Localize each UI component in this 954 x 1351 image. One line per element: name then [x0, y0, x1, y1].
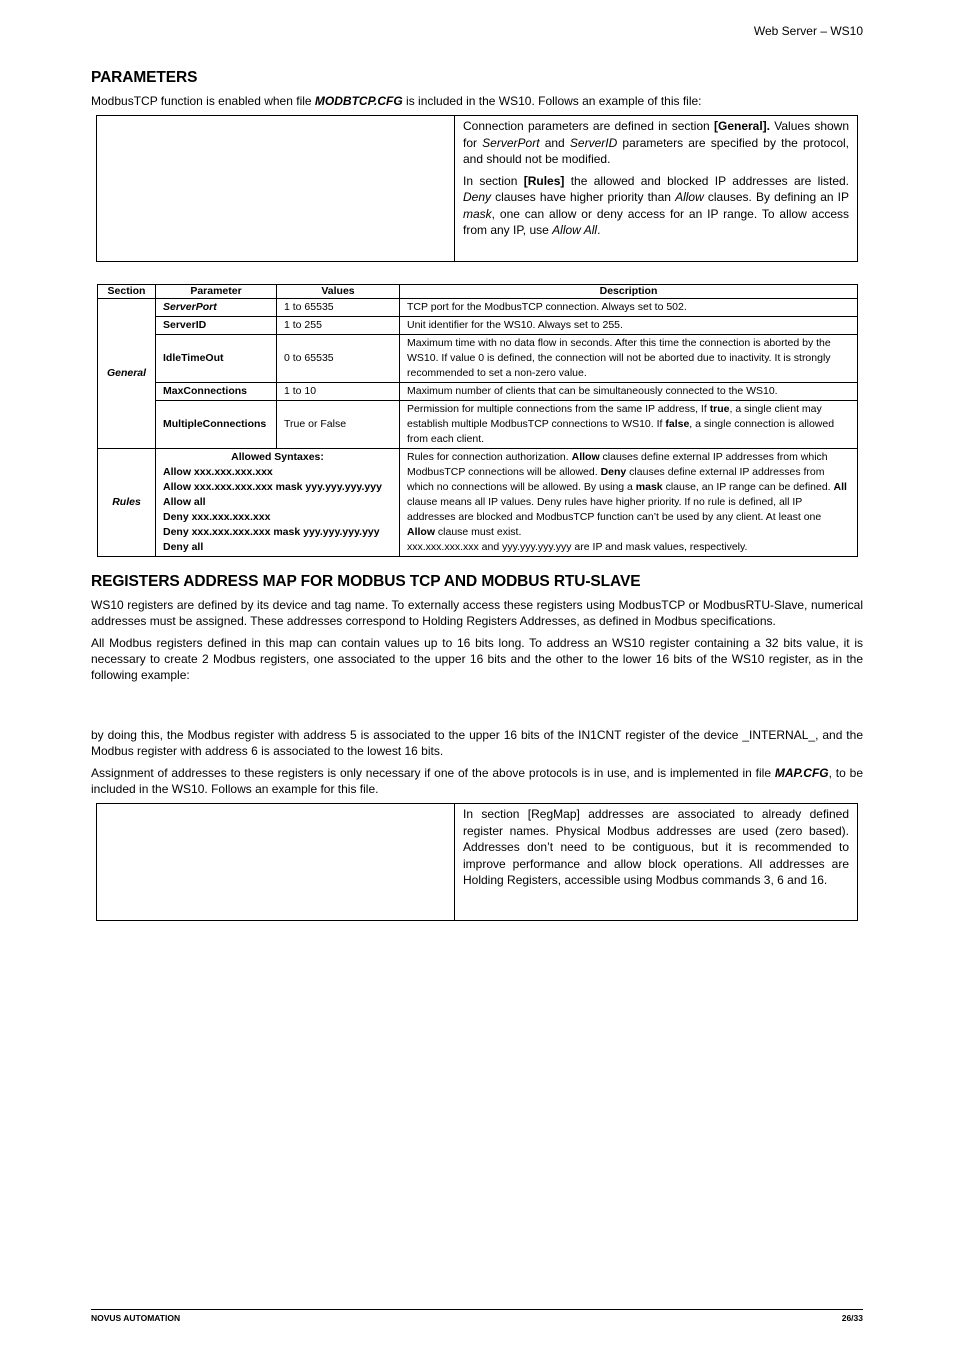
registers-p1: WS10 registers are defined by its device and tag name. To externally access these registers using ModbusTCP or ModbusRTU-Slave, numerical addresses must be assigned. These addresses correspond to Holding Registers Addresses, as defined in Modbus specifications.: [91, 598, 863, 628]
syntax-line: Deny all: [163, 541, 204, 553]
registers-p3: by doing this, the Modbus register with address 5 is associated to the upper 16 bits of the IN1CNT register of the device _INTERNAL_, and the Modbus register with address 6 is associated to the lowest 16 bits.: [91, 728, 863, 758]
col-header-values: Values: [277, 285, 400, 299]
syntax-line: Deny xxx.xxx.xxx.xxx: [163, 511, 271, 523]
parameters-intro: ModbusTCP function is enabled when file MODBTCP.CFG is included in the WS10. Follows an example of this file:: [91, 94, 702, 108]
param-values: 0 to 65535: [277, 335, 400, 383]
table-row: [98, 299, 858, 317]
col-header-parameter: Parameter: [156, 285, 277, 299]
registers-p2: All Modbus registers defined in this map can contain values up to 16 bits long. To address an WS10 register containing a 32 bits value, it is necessary to create 2 Modbus registers, one associated to the upper 16 bits and the other to the lower 16 bits of the WS10 register, as in the following example:: [91, 636, 863, 682]
param-name: ServerID: [156, 317, 277, 335]
syntax-line: Deny xxx.xxx.xxx.xxx mask yyy.yyy.yyy.yyy: [163, 526, 380, 538]
parameters-table: [97, 284, 858, 557]
syntax-line: Allow xxx.xxx.xxx.xxx mask yyy.yyy.yyy.yyy: [163, 481, 382, 493]
param-values: 1 to 255: [277, 317, 400, 335]
param-values: True or False: [277, 401, 400, 449]
param-name: MultipleConnections: [156, 401, 277, 449]
param-desc: Maximum time with no data flow in seconds. After this time the connection is aborted by the WS10. If value 0 is defined, the connection will not be aborted due to inactivity. It is strongly recommended to set a non-zero value.: [400, 335, 858, 383]
registers-p4: Assignment of addresses to these registers is only necessary if one of the above protocols is in use, and is implemented in file MAP.CFG, to be included in the WS10. Follows an example for this file.: [91, 766, 863, 796]
param-desc: Permission for multiple connections from the same IP address, If true, a single client may establish multiple ModbusTCP connections to WS10. If false, a single connection is allowed from each client.: [400, 401, 858, 449]
col-header-section: Section: [98, 285, 156, 299]
explanation-general: Connection parameters are defined in section [General]. Values shown for ServerPort and ServerID parameters are specified by the protocol, and should not be modified.: [463, 119, 850, 166]
file-name-modbtcp: MODBTCP.CFG: [314, 94, 403, 108]
param-desc: Unit identifier for the WS10. Always set to 255.: [400, 317, 858, 335]
section-rules: Rules: [98, 449, 156, 557]
section-general: General: [98, 299, 156, 449]
table-row: [98, 335, 858, 383]
param-values: 1 to 65535: [277, 299, 400, 317]
map-explanation: [455, 804, 858, 921]
param-name: ServerPort: [156, 299, 277, 317]
col-header-description: Description: [400, 285, 858, 299]
parameters-heading: PARAMETERS: [91, 69, 198, 86]
explanation-rules: In section [Rules] the allowed and blocked IP addresses are listed. Deny clauses have higher priority than Allow clauses. By defining an IP mask, one can allow or deny access for an IP range. To allow access from any IP, use Allow All.: [463, 173, 850, 237]
page-footer: [91, 1309, 863, 1323]
table-row: [98, 401, 858, 449]
example-explanation: [455, 116, 858, 262]
table-row: [98, 383, 858, 401]
param-desc: Maximum number of clients that can be simultaneously connected to the WS10.: [400, 383, 858, 401]
page-number: 26/33: [841, 1313, 863, 1323]
modbtcp-example-box: [96, 115, 858, 262]
param-desc: TCP port for the ModbusTCP connection. Always set to 502.: [400, 299, 858, 317]
example-code-area: [97, 116, 455, 262]
param-name: IdleTimeOut: [156, 335, 277, 383]
param-name: MaxConnections: [156, 383, 277, 401]
syntax-line: Allow all: [163, 496, 206, 508]
table-row: [98, 317, 858, 335]
table-header-row: [98, 285, 858, 299]
rules-syntaxes: [156, 449, 400, 557]
syntax-line: Allow xxx.xxx.xxx.xxx: [163, 466, 273, 478]
map-explanation-text: In section [RegMap] addresses are associated to already defined register names. Physical Modbus addresses are used (zero based). Addresses don’t need to be contiguous, but it is recommended to improve performance and allow block operations. All addresses are Holding Registers, accessible using Modbus commands 3, 6 and 16.: [463, 807, 849, 887]
table-row: [98, 449, 858, 557]
footer-company: NOVUS AUTOMATION: [91, 1313, 181, 1323]
file-name-map: MAP.CFG: [774, 766, 829, 780]
param-values: 1 to 10: [277, 383, 400, 401]
registers-heading: REGISTERS ADDRESS MAP FOR MODBUS TCP AND MODBUS RTU-SLAVE: [91, 573, 641, 590]
running-header: Web Server – WS10: [753, 24, 863, 38]
map-example-box: [96, 803, 858, 921]
rules-desc: Rules for connection authorization. Allow clauses define external IP addresses from which ModbusTCP connections will be allowed. Deny clauses define external IP addresses from which no connections will be allowed. By using a mask clause, an IP range can be defined. All clause means all IP values. Deny rules have higher priority. If no rule is defined, all IP addresses are blocked and ModbusTCP function can’t be used by any client. At least one Allow clause must exist. xxx.xxx.xxx.xxx and yyy.yyy.yyy.yyy are IP and mask values, respectively.: [400, 449, 858, 557]
map-code-area: [97, 804, 455, 921]
syntax-title: Allowed Syntaxes:: [231, 451, 324, 463]
